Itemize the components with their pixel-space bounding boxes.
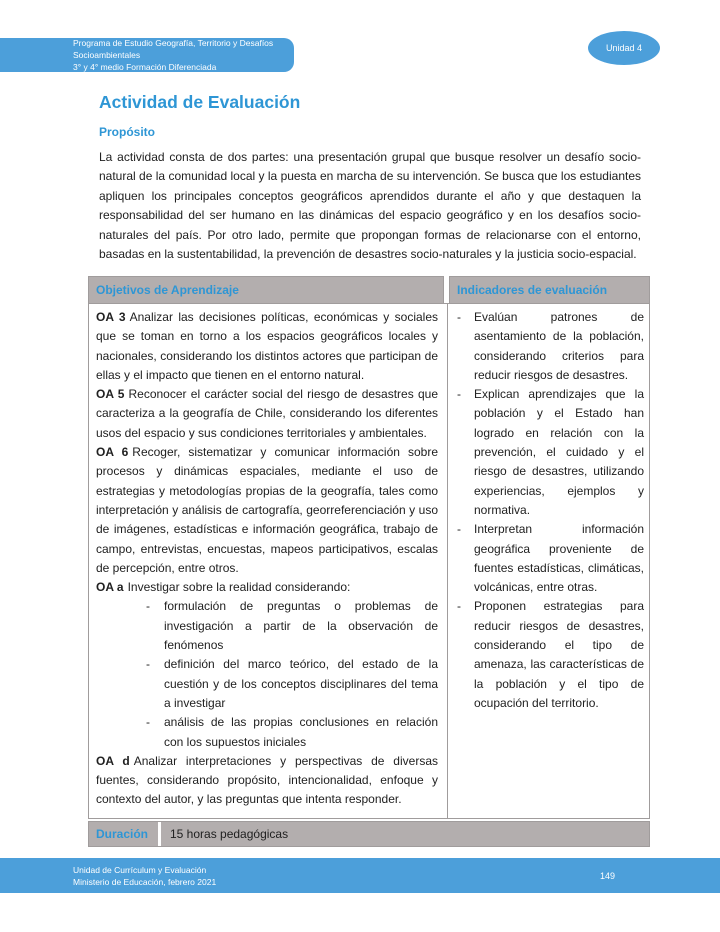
table-header-row	[88, 276, 650, 303]
objective-oa6-label: OA 6	[96, 445, 129, 460]
bullet-dash: -	[146, 657, 150, 672]
objective-oad	[96, 752, 438, 810]
objective-oa6	[96, 443, 438, 578]
sub-bullet-text: definición del marco teórico, del estado de la cuestión y de los conceptos disciplinares del tema a investigar	[164, 657, 438, 710]
bullet-dash: -	[457, 310, 461, 324]
objective-oaa-label: OA a	[96, 580, 124, 595]
footer-line2: Ministerio de Educación, febrero 2021	[73, 876, 217, 887]
sub-bullet-item	[146, 655, 438, 713]
sub-bullet-text: formulación de preguntas o problemas de investigación a partir de la observación de fenómenos	[164, 599, 438, 653]
purpose-heading: Propósito	[99, 125, 155, 139]
duration-value: 15 horas pedagógicas	[161, 822, 649, 846]
bullet-dash: -	[146, 715, 150, 730]
program-title-line1: Programa de Estudio Geografía, Territorio y Desafíos Socioambientales	[73, 38, 274, 60]
program-header-banner	[0, 38, 294, 72]
bullet-dash: -	[457, 599, 461, 614]
objective-oaa-text: Investigar sobre la realidad considerando:	[127, 580, 351, 595]
table-body-row	[88, 303, 650, 819]
page-number: 149	[599, 870, 615, 881]
objective-oa5-label: OA 5	[96, 387, 125, 402]
bullet-dash: -	[457, 387, 461, 402]
indicator-text: Evalúan patrones de asentamiento de la población, considerando criterios para reducir riesgos de desastres.	[474, 310, 644, 382]
objective-oaa-sublist	[96, 597, 438, 751]
sub-bullet-item	[146, 713, 438, 752]
indicator-text: Interpretan información geográfica proveniente de fuentes estadísticas, climáticas, volcánicas, entre otras.	[474, 522, 644, 595]
objectives-cell	[89, 304, 445, 818]
duration-label: Duración	[89, 822, 158, 846]
footer-line1: Unidad de Currículum y Evaluación	[73, 864, 207, 875]
objective-oa3-text: Analizar las decisiones políticas, económicas y sociales que se toman en torno a los espacios geográficos locales y nacionales, considerando los distintos actores que participan de ellas y el impacto que tienen en el entorno natural.	[96, 310, 439, 382]
bullet-dash: -	[146, 599, 150, 614]
bullet-dash: -	[457, 522, 461, 537]
sub-bullet-item	[146, 597, 438, 655]
indicator-item	[457, 597, 644, 713]
program-title-line2: 3° y 4° medio Formación Diferenciada	[73, 62, 217, 72]
objective-oa5-text: Reconocer el carácter social del riesgo de desastres que caracteriza a la geografía de Chile, considerando los diferentes usos del espacio y sus condiciones territoriales y ambientales.	[96, 387, 438, 440]
purpose-paragraph: La actividad consta de dos partes: una presentación grupal que busque resolver un desafío socio-natural de la comunidad local y la puesta en marcha de su intervención. Se busca que los estudiantes apliquen los principales conceptos geográficos aprendidos durante el año y que destaquen la responsabilidad del ser humano en las dinámicas del espacio geográfico y en los desafíos socio-naturales del país. Por otro lado, permite que propongan formas de relacionarse con el entorno, basadas en la sustentabilidad, la prevención de desastres socio-naturales y la justicia socio-espacial.	[99, 150, 641, 262]
objective-oaa	[96, 578, 438, 597]
indicator-text: Proponen estrategias para reducir riesgos de desastres, considerando el tipo de amenaza, las características de la población y el tipo de ocupación del territorio.	[474, 599, 644, 710]
objective-oad-text: Analizar interpretaciones y perspectivas de diversas fuentes, considerando propósito, intencionalidad, enfoque y contexto del autor, y las preguntas que intenta responder.	[96, 753, 438, 807]
unit-badge: Unidad 4	[588, 31, 660, 65]
objective-oa3	[96, 308, 438, 385]
objectives-column-header: Objetivos de Aprendizaje	[88, 276, 444, 303]
duration-row	[88, 821, 650, 847]
indicator-text: Explican aprendizajes que la población y el Estado han logrado en relación con la prevención, el cuidado y el riesgo de desastres, utilizando experiencias, ejemplos y normativa.	[474, 387, 644, 517]
objective-oa5	[96, 385, 438, 443]
objective-oa6-text: Recoger, sistematizar y comunicar información sobre procesos y dinámicas espaciales, mediante el uso de estrategias y metodologías propias de la geografía, tales como interpretación y análisis de cartografía, georreferenciación y uso de imágenes, estadísticas e información geográfica, trabajo de campo, entrevistas, encuestas, mapeos participativos, escalas de percepción, entre otros.	[96, 445, 438, 575]
objective-oad-label: OA d	[96, 753, 130, 768]
page-title: Actividad de Evaluación	[99, 92, 301, 112]
evaluation-table	[88, 276, 650, 847]
indicator-item	[457, 520, 644, 597]
objective-oa3-label: OA 3	[96, 310, 126, 324]
sub-bullet-text: análisis de las propias conclusiones en relación con los supuestos iniciales	[164, 715, 438, 749]
indicator-item	[457, 308, 644, 385]
indicators-column-header: Indicadores de evaluación	[449, 276, 650, 303]
page-footer	[0, 858, 720, 893]
indicator-item	[457, 385, 644, 520]
footer-text-block	[73, 864, 216, 888]
indicators-cell	[450, 304, 651, 818]
